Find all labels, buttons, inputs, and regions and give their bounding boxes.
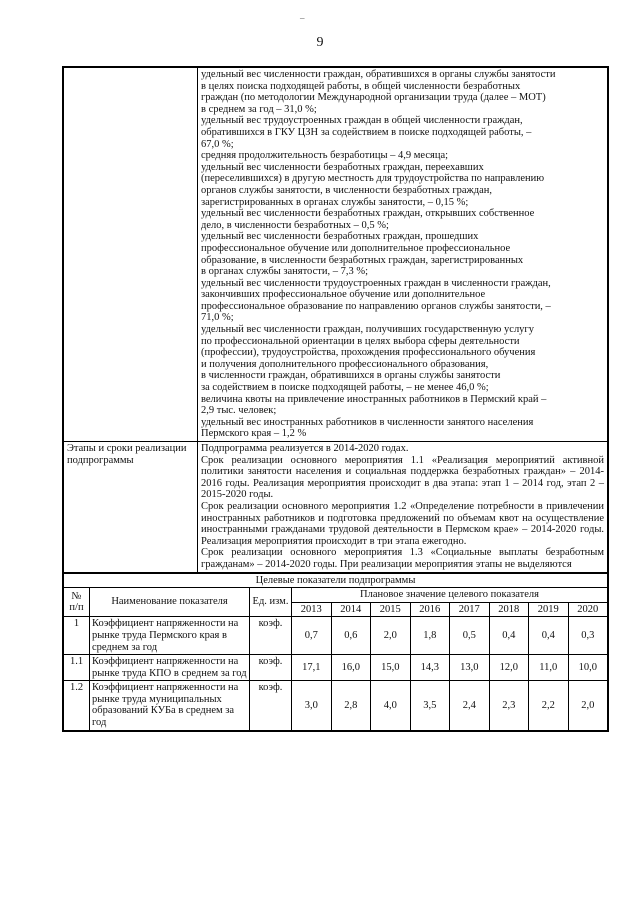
row-unit: коэф. <box>250 617 292 655</box>
row-value: 16,0 <box>331 655 371 681</box>
indicator-line: удельный вес иностранных работников в численности занятого населения <box>201 416 534 428</box>
stages-label: Этапы и сроки реализации подпрограммы <box>64 442 198 573</box>
row-value: 17,1 <box>292 655 332 681</box>
row-value: 2,3 <box>489 681 529 730</box>
row-name: Коэффициент напряженности на рынке труда муниципальных образований КУБа в среднем за год <box>90 681 250 730</box>
indicator-line: обратившихся в ГКУ ЦЗН за содействием в поиске подходящей работы, – <box>201 126 532 138</box>
indicators-label-cell <box>64 68 198 442</box>
row-value: 4,0 <box>371 681 411 730</box>
row-value: 2,4 <box>450 681 490 730</box>
row-name: Коэффициент напряженности на рынке труда Пермского края в среднем за год <box>90 617 250 655</box>
row-value: 2,8 <box>331 681 371 730</box>
col-plan-header: Плановое значение целевого показателя <box>292 588 608 603</box>
indicators-cell <box>198 68 608 442</box>
year-header: 2017 <box>450 602 490 617</box>
row-number: 1.1 <box>64 655 90 681</box>
row-value: 2,0 <box>371 617 411 655</box>
year-header: 2018 <box>489 602 529 617</box>
stages-paragraph-4: Срок реализации основного мероприятия 1.3 «Социальные выплаты безработным гражданам» – 2014-2020 годы. При реализации мероприятия этапы не выделяются <box>201 547 604 570</box>
indicator-line: 71,0 %; <box>201 312 234 324</box>
indicator-line: средняя продолжительность безработицы – 4,9 месяца; <box>201 150 449 162</box>
indicator-line: по профессиональной ориентации в целях выбора сферы деятельности <box>201 335 520 347</box>
row-value: 0,6 <box>331 617 371 655</box>
row-number: 1.2 <box>64 681 90 730</box>
indicator-line: образование, в численности безработных граждан, зарегистрированных <box>201 254 524 266</box>
indicator-line: удельный вес численности безработных граждан, открывших собственное <box>201 208 535 220</box>
row-value: 12,0 <box>489 655 529 681</box>
row-value: 15,0 <box>371 655 411 681</box>
stages-paragraph-3: Срок реализации основного мероприятия 1.2 «Определение потребности в привлечении иностранных работников и подготовка предложений по объемам квот на осуществление иностранными гражданами трудовой деятельности в Пермском крае» – 2014-2020 годы. Реализация мероприятия происходит в три этапа ежегодно. <box>201 500 604 547</box>
table-row <box>64 681 608 730</box>
indicator-line: (переселившихся) в другую местность для трудоустройства по направлению <box>201 173 545 185</box>
targets-header-row <box>64 588 608 603</box>
indicators-row <box>64 68 608 442</box>
row-value: 2,0 <box>568 681 608 730</box>
indicator-line: Пермского края – 1,2 % <box>201 428 307 440</box>
passport-table <box>63 67 608 573</box>
page-top-mark: – <box>300 13 305 23</box>
year-header: 2019 <box>529 602 569 617</box>
table-row <box>64 617 608 655</box>
indicator-line: удельный вес численности граждан, обратившихся в органы службы занятости <box>201 69 556 80</box>
indicator-line: удельный вес численности безработных граждан, переехавших <box>201 161 484 173</box>
year-header: 2014 <box>331 602 371 617</box>
table-row <box>64 655 608 681</box>
indicator-line: величина квоты на привлечение иностранных работников в Пермский край – <box>201 393 547 405</box>
row-value: 2,2 <box>529 681 569 730</box>
year-header: 2020 <box>568 602 608 617</box>
indicators-list <box>201 69 604 440</box>
stages-cell <box>198 442 608 573</box>
row-value: 0,4 <box>529 617 569 655</box>
row-unit: коэф. <box>250 655 292 681</box>
row-value: 0,3 <box>568 617 608 655</box>
indicator-line: (профессии), трудоустройства, прохождения профессионального обучения <box>201 347 536 359</box>
row-value: 10,0 <box>568 655 608 681</box>
row-unit: коэф. <box>250 681 292 730</box>
indicator-line: в органах службы занятости, – 7,3 %; <box>201 266 368 278</box>
row-value: 11,0 <box>529 655 569 681</box>
year-header: 2013 <box>292 602 332 617</box>
indicator-line: в численности граждан, обратившихся в органы службы занятости <box>201 370 501 382</box>
row-number: 1 <box>64 617 90 655</box>
indicator-line: и получения дополнительного профессионального образования, <box>201 358 489 370</box>
row-value: 3,5 <box>410 681 450 730</box>
year-header: 2016 <box>410 602 450 617</box>
targets-title: Целевые показатели подпрограммы <box>64 573 608 588</box>
indicator-line: удельный вес численности безработных граждан, прошедших <box>201 231 479 243</box>
indicator-line: дело, в численности безработных – 0,5 %; <box>201 219 389 231</box>
page-number: 9 <box>316 35 324 50</box>
indicator-line: 67,0 %; <box>201 138 234 150</box>
indicator-line: в целях поиска подходящей работы, в общей численности безработных <box>201 80 521 92</box>
row-value: 13,0 <box>450 655 490 681</box>
indicator-line: профессиональное образование по направлению органов службы занятости, – <box>201 300 551 312</box>
indicator-line: закончивших профессиональное обучение или дополнительное <box>201 289 486 301</box>
col-name-header: Наименование показателя <box>90 588 250 617</box>
indicator-line: удельный вес численности трудоустроенных граждан в численности граждан, <box>201 277 551 289</box>
row-value: 14,3 <box>410 655 450 681</box>
col-unit-header: Ед. изм. <box>250 588 292 617</box>
indicator-line: органов службы занятости, в численности безработных граждан, <box>201 184 493 196</box>
passport-frame <box>62 66 609 732</box>
row-value: 1,8 <box>410 617 450 655</box>
indicator-line: зарегистрированных в органах службы занятости, – 0,15 %; <box>201 196 469 208</box>
indicator-line: за содействием в поиске подходящей работы, – не менее 46,0 %; <box>201 382 489 394</box>
col-num-header: № п/п <box>64 588 90 617</box>
indicator-line: граждан (по методологии Международной организации труда (далее – МОТ) <box>201 92 546 104</box>
row-value: 3,0 <box>292 681 332 730</box>
stages-row <box>64 442 608 573</box>
row-value: 0,5 <box>450 617 490 655</box>
indicator-line: профессиональное обучение или дополнительное профессиональное <box>201 242 511 254</box>
row-name: Коэффициент напряженности на рынке труда КПО в среднем за год <box>90 655 250 681</box>
targets-title-row <box>64 573 608 588</box>
target-indicators-table <box>63 573 608 731</box>
year-header: 2015 <box>371 602 411 617</box>
indicator-line: удельный вес трудоустроенных граждан в общей численности граждан, <box>201 115 523 127</box>
indicator-line: в среднем за год – 31,0 %; <box>201 103 317 115</box>
indicator-line: 2,9 тыс. человек; <box>201 405 277 417</box>
stages-paragraph-2: Срок реализации основного мероприятия 1.1 «Реализация мероприятий активной политики занятости населения и социальная поддержка безработных граждан» – 2014-2016 годы. Реализация мероприятия происходит в два этапа: этап 1 – 2014 год, этап 2 – 2015-2020 годы. <box>201 454 604 501</box>
indicator-line: удельный вес численности граждан, получивших государственную услугу <box>201 324 534 336</box>
row-value: 0,7 <box>292 617 332 655</box>
stages-paragraph-1: Подпрограмма реализуется в 2014-2020 годах. <box>201 443 409 454</box>
row-value: 0,4 <box>489 617 529 655</box>
